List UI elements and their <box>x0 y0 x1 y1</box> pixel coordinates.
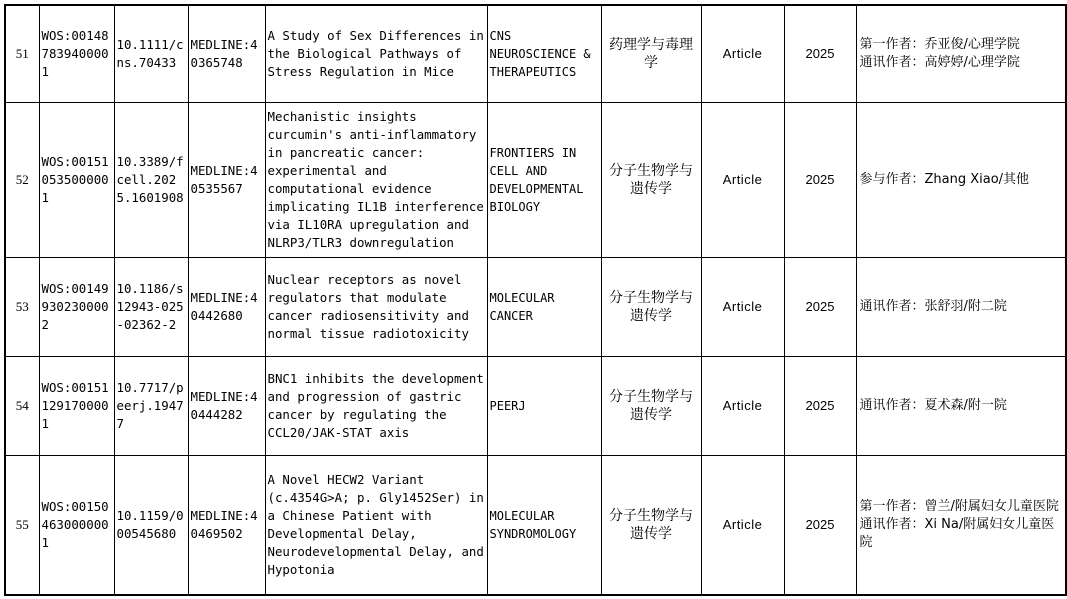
document-type: Article <box>701 5 784 102</box>
publication-year: 2025 <box>784 455 856 595</box>
wos-id: WOS:001499302300002 <box>39 257 114 356</box>
table-row <box>5 455 1066 595</box>
medline-id: MEDLINE:40535567 <box>188 102 265 257</box>
table-row <box>5 5 1066 102</box>
document-type: Article <box>701 257 784 356</box>
authors-cell <box>856 102 1066 257</box>
journal-name: MOLECULAR SYNDROMOLOGY <box>487 455 601 595</box>
publications-table <box>4 4 1067 596</box>
authors-cell <box>856 356 1066 455</box>
paper-title: A Novel HECW2 Variant (c.4354G>A; p. Gly1452Ser) in a Chinese Patient with Developmental Delay, Neurodevelopmental Delay, and Hypotonia <box>265 455 487 595</box>
wos-id: WOS:001511291700001 <box>39 356 114 455</box>
subject-category: 分子生物学与遗传学 <box>601 257 701 356</box>
doi: 10.1111/cns.70433 <box>114 5 188 102</box>
author-line: 通讯作者：夏术森/附一院 <box>859 397 1007 413</box>
journal-name: FRONTIERS IN CELL AND DEVELOPMENTAL BIOLOGY <box>487 102 601 257</box>
row-index: 51 <box>5 5 39 102</box>
document-type: Article <box>701 102 784 257</box>
journal-name: PEERJ <box>487 356 601 455</box>
medline-id: MEDLINE:40444282 <box>188 356 265 455</box>
paper-title: Mechanistic insights curcumin's anti-inflammatory in pancreatic cancer: experimental and computational evidence implicating IL1B interference via IL10RA upregulation and NLRP3/TLR3 downregulation <box>265 102 487 257</box>
author-line: 通讯作者：Xi Na/附属妇女儿童医院 <box>859 516 1055 550</box>
table-row <box>5 102 1066 257</box>
row-index: 55 <box>5 455 39 595</box>
author-line: 通讯作者：张舒羽/附二院 <box>859 298 1007 314</box>
authors-cell <box>856 455 1066 595</box>
doi: 10.1159/000545680 <box>114 455 188 595</box>
wos-id: WOS:001510535000001 <box>39 102 114 257</box>
table-row <box>5 356 1066 455</box>
author-line: 第一作者：曾兰/附属妇女儿童医院 <box>859 498 1059 514</box>
subject-category: 分子生物学与遗传学 <box>601 455 701 595</box>
publication-year: 2025 <box>784 5 856 102</box>
authors-cell <box>856 5 1066 102</box>
row-index: 53 <box>5 257 39 356</box>
authors-cell <box>856 257 1066 356</box>
publication-year: 2025 <box>784 102 856 257</box>
author-line: 参与作者：Zhang Xiao/其他 <box>859 171 1030 187</box>
doi: 10.1186/s12943-025-02362-2 <box>114 257 188 356</box>
wos-id: WOS:001487839400001 <box>39 5 114 102</box>
paper-title: BNC1 inhibits the development and progression of gastric cancer by regulating the CCL20/JAK-STAT axis <box>265 356 487 455</box>
journal-name: CNS NEUROSCIENCE & THERAPEUTICS <box>487 5 601 102</box>
table-body <box>5 5 1066 595</box>
publication-year: 2025 <box>784 257 856 356</box>
medline-id: MEDLINE:40365748 <box>188 5 265 102</box>
medline-id: MEDLINE:40469502 <box>188 455 265 595</box>
doi: 10.7717/peerj.19477 <box>114 356 188 455</box>
publication-year: 2025 <box>784 356 856 455</box>
row-index: 52 <box>5 102 39 257</box>
table-row <box>5 257 1066 356</box>
paper-title: Nuclear receptors as novel regulators that modulate cancer radiosensitivity and normal tissue radiotoxicity <box>265 257 487 356</box>
journal-name: MOLECULAR CANCER <box>487 257 601 356</box>
wos-id: WOS:001504630000001 <box>39 455 114 595</box>
subject-category: 药理学与毒理学 <box>601 5 701 102</box>
subject-category: 分子生物学与遗传学 <box>601 356 701 455</box>
row-index: 54 <box>5 356 39 455</box>
document-type: Article <box>701 455 784 595</box>
doi: 10.3389/fcell.2025.1601908 <box>114 102 188 257</box>
paper-title: A Study of Sex Differences in the Biological Pathways of Stress Regulation in Mice <box>265 5 487 102</box>
author-line: 通讯作者：高婷婷/心理学院 <box>859 54 1020 70</box>
author-line: 第一作者：乔亚俊/心理学院 <box>859 36 1020 52</box>
document-type: Article <box>701 356 784 455</box>
subject-category: 分子生物学与遗传学 <box>601 102 701 257</box>
medline-id: MEDLINE:40442680 <box>188 257 265 356</box>
